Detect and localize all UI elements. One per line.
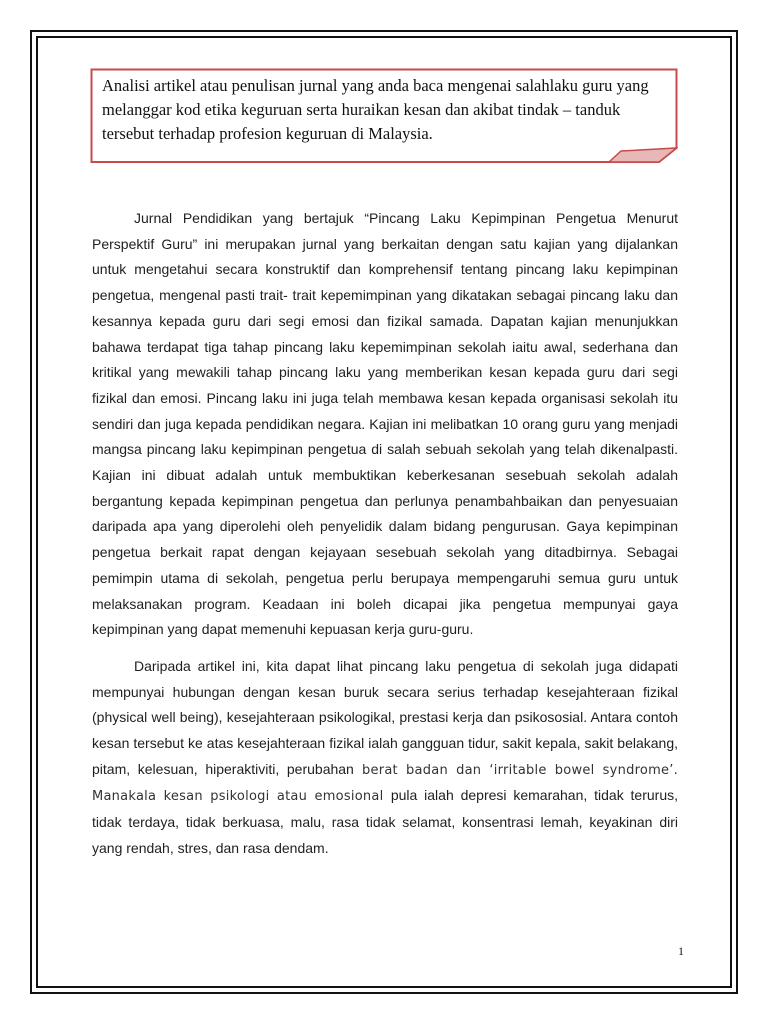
essay-body [92, 206, 678, 862]
paragraph-2-part-2: berat badan dan ‘irritable bowel syndrome’. Manakala kesan psikologi atau emosional [92, 762, 679, 805]
prompt-callout-box [90, 68, 678, 164]
paragraph-2 [92, 654, 678, 862]
paragraph-2-part-1: Daripada artikel ini, kita dapat lihat pincang laku pengetua di sekolah juga didapati mempunyai hubungan dengan kesan buruk secara serius terhadap kesejahteraan fizikal (physical well being), kesejahteraan psikologikal, prestasi kerja dan psikososial. Antara contoh kesan tersebut ke atas kesejahteraan fizikal ialah gangguan tidur, sakit kepala, sakit belakang, pitam, kelesuan, hiperaktiviti, perubahan [92, 657, 678, 777]
page-number: 1 [678, 944, 684, 958]
paragraph-1: Jurnal Pendidikan yang bertajuk “Pincang Laku Kepimpinan Pengetua Menurut Perspektif Guru” ini merupakan jurnal yang berkaitan dengan satu kajian yang dijalankan untuk mengetahui secara konstruktif dan komprehensif tentang pincang laku kepimpinan pengetua, mengenal pasti trait- trait kepemimpinan yang dikatakan sebagai pincang laku dan kesannya kepada guru dari segi emosi dan fizikal samada. Dapatan kajian menunjukkan bahawa terdapat tiga tahap pincang laku kepemimpinan sekolah iaitu awal, sederhana dan kritikal yang mewakili tahap pincang laku yang memberikan kesan kepada guru dari segi fizikal dan emosi. Pincang laku ini juga telah membawa kesan kepada organisasi sekolah itu sendiri dan juga kepada pendidikan negara. Kajian ini melibatkan 10 orang guru yang menjadi mangsa pincang laku kepimpinan pengetua di salah sebuah sekolah yang telah dikenalpasti. Kajian ini dibuat adalah untuk membuktikan keberkesanan sesebuah sekolah adalah bergantung kepada kepimpinan pengetua dan perlunya penambahbaikan dan penyesuaian daripada apa yang diperolehi oleh penyelidik dalam bidang pengurusan. Gaya kepimpinan pengetua berkait rapat dengan kejayaan sesebuah sekolah yang ditadbirnya. Sebagai pemimpin utama di sekolah, pengetua perlu berupaya mempengaruhi semua guru untuk melaksanakan program. Keadaan ini boleh dicapai jika pengetua mempunyai gaya kepimpinan yang dapat memenuhi kepuasan kerja guru-guru. [92, 210, 678, 638]
paragraph-2-part-3: pula ialah depresi kemarahan, tidak terurus, tidak terdaya, tidak berkuasa, malu, rasa tidak selamat, konsentrasi lemah, keyakinan diri yang rendah, stres, dan rasa dendam. [92, 787, 678, 856]
prompt-text: Analisi artikel atau penulisan jurnal yang anda baca mengenai salahlaku guru yang melanggar kod etika keguruan serta huraikan kesan dan akibat tindak – tanduk tersebut terhadap profesion keguruan di Malaysia. [102, 76, 649, 143]
